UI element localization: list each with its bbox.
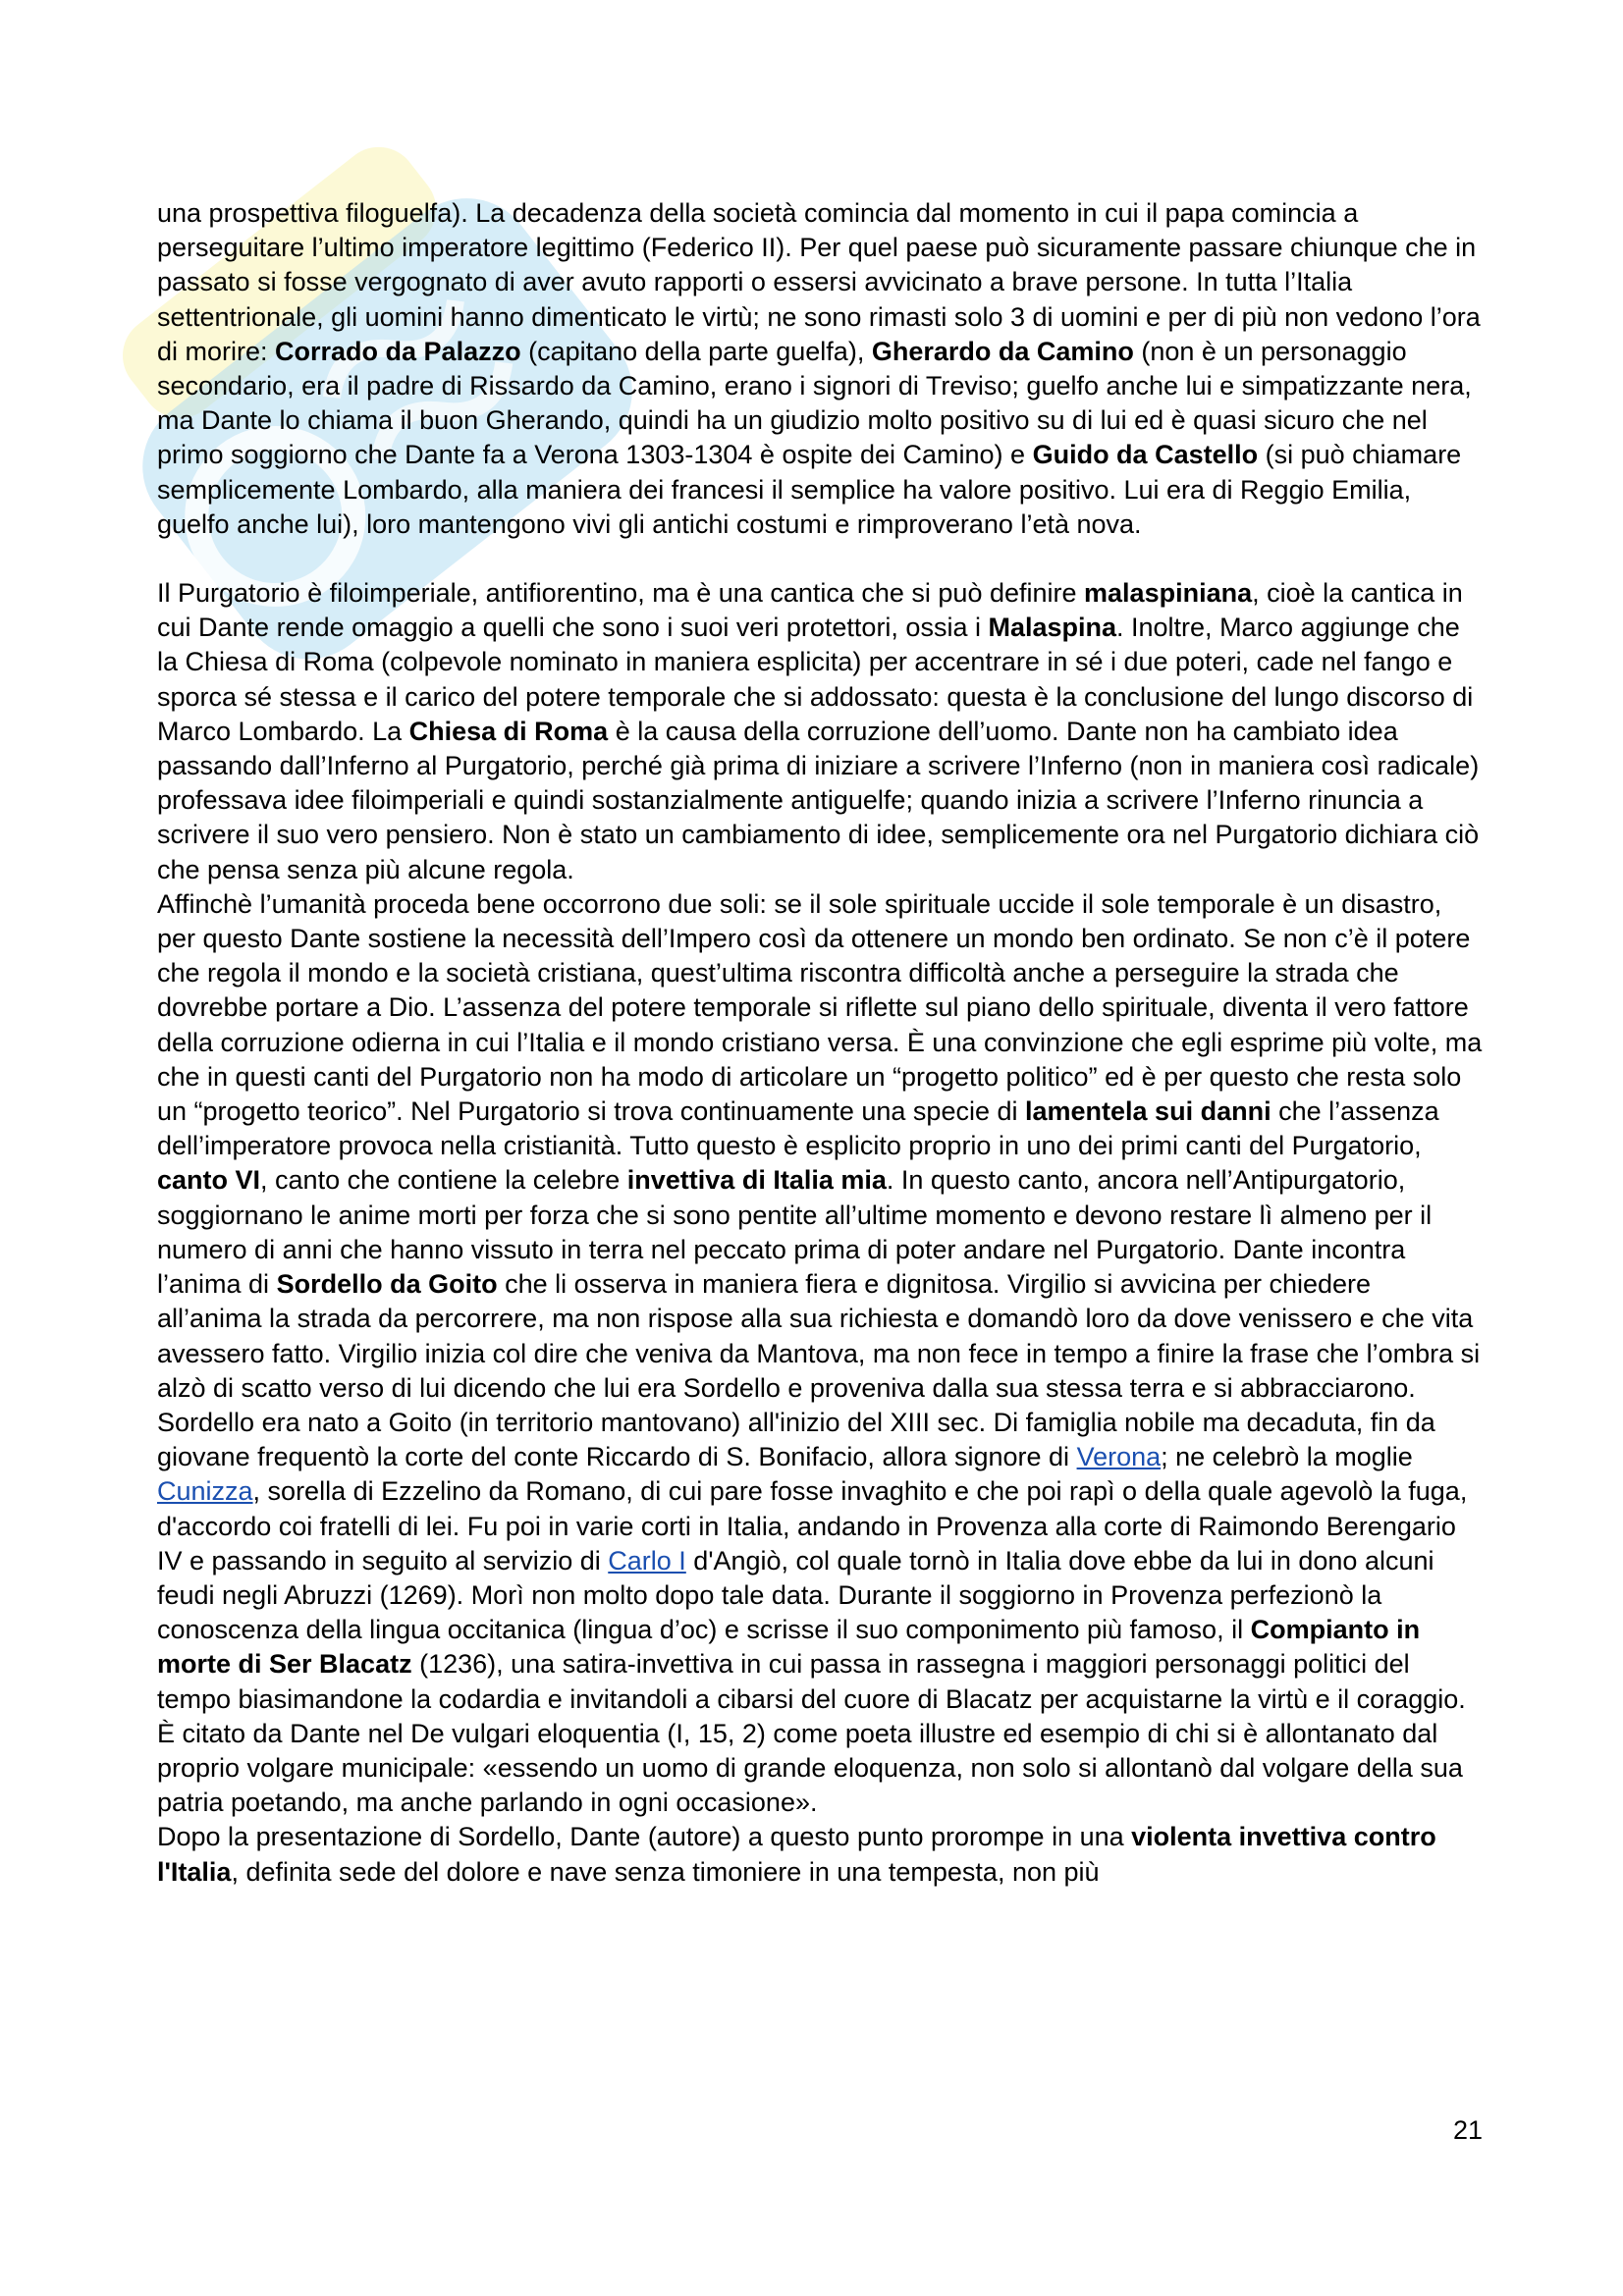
text-run: ; ne celebrò la moglie bbox=[1161, 1442, 1413, 1472]
text-run: . In questo canto, ancora nell’Antipurgatorio, soggiornano le anime morti per forza che si sono pentite all’ultime momento e devono restare lì almeno per il numero di anni che hanno vissuto in terra nel peccato prima di poter andare nel Purgatorio. Dante incontra l’anima di bbox=[157, 1165, 1433, 1300]
text-run: (non è un personaggio secondario, era il padre di Rissardo da Camino, erano i signori di Treviso; guelfo anche lui e simpatizzante nera, ma Dante lo chiama il buon Gherando, quindi ha un giudizio molto positivo su di lui ed è quasi sicuro che nel primo soggiorno che Dante fa a Verona 1303-1304 è ospite dei Camino) e bbox=[157, 336, 1472, 470]
text-run: che li osserva in maniera fiera e dignitosa. Virgilio si avvicina per chiedere all’anima la strada da percorrere, ma non rispose alla sua richiesta e domandò loro da dove venissero e che vita avessero fatto. Virgilio inizia col dire che veniva da Mantova, ma non fece in tempo a finire la frase che l’ombra si alzò di scatto verso di lui dicendo che lui era Sordello e proveniva dalla sua stessa terra e si abbracciarono. Sordello era nato a Goito (in territorio mantovano) all'inizio del XIII sec. Di famiglia nobile ma decaduta, fin da giovane frequentò la corte del conte Riccardo di S. Bonifacio, allora signore di bbox=[157, 1269, 1481, 1472]
bold-term: canto VI bbox=[157, 1165, 261, 1196]
text-run: d'Angiò, col quale tornò in Italia dove ebbe da lui in dono alcuni feudi negli Abruzzi (1269). Morì non molto dopo tale data. Durante il soggiorno in Provenza perfezionò la conoscenza della lingua occitanica (lingua d’oc) e scrisse il suo componimento più famoso, il bbox=[157, 1545, 1434, 1645]
paragraph bbox=[157, 576, 1483, 887]
text-run: , sorella di Ezzelino da Romano, di cui pare fosse invaghito e che poi rapì o della quale agevolò la fuga, d'accordo coi fratelli di lei. Fu poi in varie corti in Italia, andando in Provenza alla corte di Raimondo Berengario IV e passando in seguito al servizio di bbox=[157, 1476, 1468, 1575]
inline-link[interactable]: Carlo I bbox=[608, 1545, 686, 1575]
paragraph bbox=[157, 1820, 1483, 1889]
text-run: , definita sede del dolore e nave senza timoniere in una tempesta, non più bbox=[231, 1856, 1100, 1887]
inline-link[interactable]: Cunizza bbox=[157, 1476, 253, 1507]
text-run: (1236), una satira-invettiva in cui passa in rassegna i maggiori personaggi politici del tempo biasimandone la codardia e invitandoli a cibarsi del cuore di Blacatz per acquistarne la virtù e il coraggio. È citato da Dante nel De vulgari eloquentia (I, 15, 2) come poeta illustre ed esempio di chi si è allontanato dal proprio volgare municipale: «essendo un uomo di grande eloquenza, non solo si allontanò dal volgare della sua patria poetando, ma anche parlando in ogni occasione». bbox=[157, 1649, 1466, 1818]
text-run: è la causa della corruzione dell’uomo. Dante non ha cambiato idea passando dall’Inferno al Purgatorio, perché già prima di iniziare a scrivere l’Inferno (non in maniera così radicale) professava idee filoimperiali e quindi sostanzialmente antiguelfe; quando inizia a scrivere l’Inferno rinuncia a scrivere il suo vero pensiero. Non è stato un cambiamento di idee, semplicemente ora nel Purgatorio dichiara ciò che pensa senza più alcune regola. bbox=[157, 716, 1480, 884]
page-number: 21 bbox=[1452, 2115, 1483, 2145]
text-run: , cioè la cantica in cui Dante rende omaggio a quelli che sono i suoi veri protettori, ossia i bbox=[157, 578, 1463, 643]
bold-term: lamentela sui danni bbox=[1025, 1096, 1271, 1127]
text-run: che l’assenza dell’imperatore provoca nella cristianità. Tutto questo è esplicito proprio in uno dei primi canti del Purgatorio, bbox=[157, 1096, 1439, 1161]
text-run: . Inoltre, Marco aggiunge che la Chiesa di Roma (colpevole nominato in maniera esplicita) per accentrare in sé i due poteri, cade nel fango e sporca sé stessa e il carico del potere temporale che si addossato: questa è la conclusione del lungo discorso di Marco Lombardo. La bbox=[157, 613, 1474, 746]
text-run: una prospettiva filoguelfa). La decadenza della società comincia dal momento in cui il papa comincia a perseguitare l’ultimo imperatore legittimo (Federico II). Per quel paese può sicuramente passare chiunque che in passato si fosse vergognato di aver avuto rapporti o essersi avvicinato a brave persone. In tutta l’Italia settentrionale, gli uomini hanno dimenticato le virtù; ne sono rimasti solo 3 di uomini e per di più non vedono l’ora di morire: bbox=[157, 198, 1481, 366]
bold-term: invettiva di Italia mia bbox=[626, 1165, 887, 1196]
text-run: Affinchè l’umanità proceda bene occorrono due soli: se il sole spirituale uccide il sole temporale è un disastro, per questo Dante sostiene la necessità dell’Impero così da ottenere un mondo ben ordinato. Se non c’è il potere che regola il mondo e la società cristiana, quest’ultima riscontra difficoltà anche a perseguire la strada che dovrebbe portare a Dio. L’assenza del potere temporale si riflette sul piano dello spirituale, diventa il vero fattore della corruzione odierna in cui l’Italia e il mondo cristiano versa. È una convinzione che egli esprime più volte, ma che in questi canti del Purgatorio non ha modo di articolare un “progetto politico” ed è per questo che resta solo un “progetto teorico”. Nel Purgatorio si trova continuamente una specie di bbox=[157, 888, 1483, 1127]
bold-term: Malaspina bbox=[988, 613, 1117, 643]
bold-term: Corrado da Palazzo bbox=[275, 336, 521, 366]
paragraph bbox=[157, 887, 1483, 1820]
text-run: Il Purgatorio è filoimperiale, antifiorentino, ma è una cantica che si può definire bbox=[157, 578, 1085, 609]
inline-link[interactable]: Verona bbox=[1076, 1442, 1162, 1472]
text-run: , canto che contiene la celebre bbox=[260, 1165, 627, 1196]
bold-term: Compianto in morte di Ser Blacatz bbox=[157, 1615, 1421, 1680]
text-run: (capitano della parte guelfa), bbox=[520, 336, 872, 366]
bold-term: Guido da Castello bbox=[1032, 440, 1259, 470]
bold-term: malaspiniana bbox=[1084, 578, 1253, 609]
text-run: (si può chiamare semplicemente Lombardo, alla maniera dei francesi il semplice ha valore positivo. Lui era di Reggio Emilia, guelfo anche lui), loro mantengono vivi gli antichi costumi e rimproverano l’età nova. bbox=[157, 440, 1462, 539]
text-run: Dopo la presentazione di Sordello, Dante (autore) a questo punto prorompe in una bbox=[157, 1822, 1132, 1852]
document-body bbox=[157, 196, 1483, 1890]
bold-term: Gherardo da Camino bbox=[871, 336, 1134, 366]
bold-term: Chiesa di Roma bbox=[408, 716, 609, 746]
bold-term: violenta invettiva contro l'Italia bbox=[157, 1822, 1436, 1887]
bold-term: Sordello da Goito bbox=[276, 1269, 498, 1300]
paragraph bbox=[157, 196, 1483, 542]
